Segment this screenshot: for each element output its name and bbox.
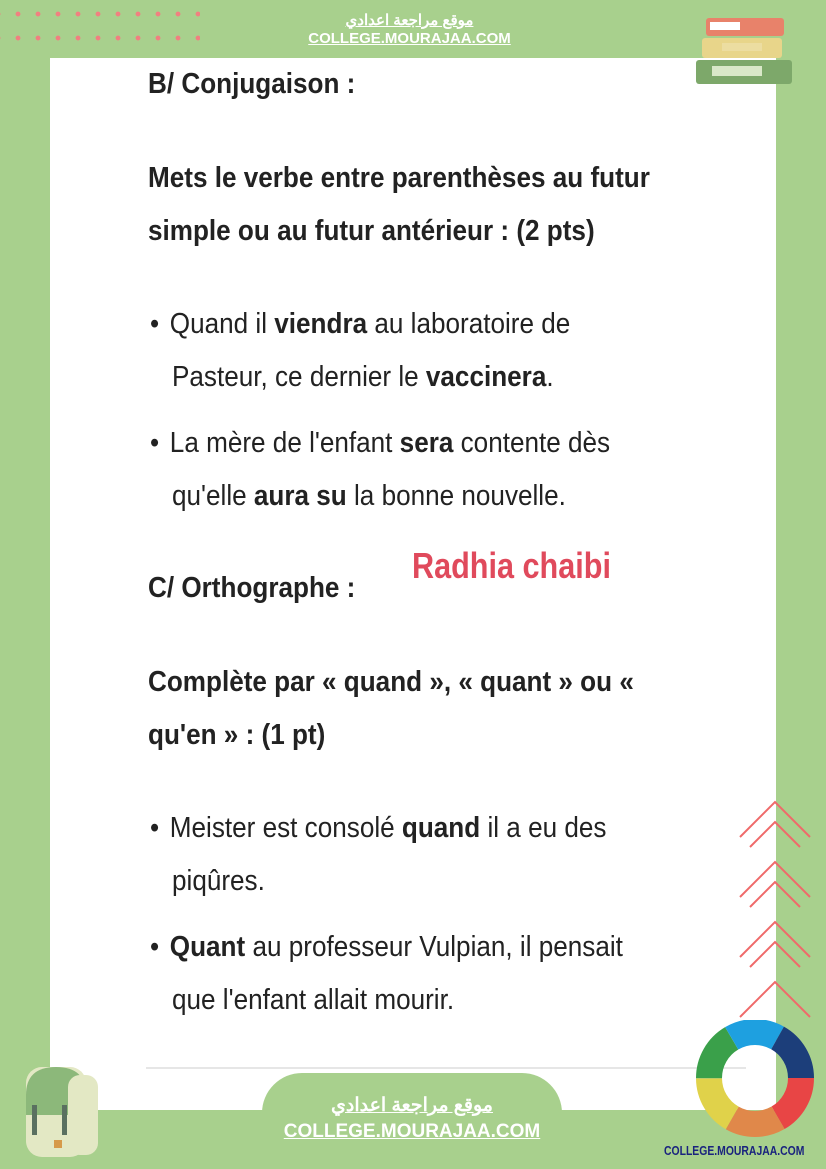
- answer: Quant: [169, 931, 246, 963]
- bullet: •: [150, 931, 160, 963]
- text: il a eu des: [480, 812, 607, 844]
- answer: aura su: [253, 480, 347, 512]
- list-item: [150, 931, 623, 964]
- text: Quand il: [169, 308, 275, 340]
- text: .: [546, 361, 554, 393]
- author-signature: Radhia chaibi: [412, 545, 611, 586]
- text: qu'elle: [172, 480, 254, 512]
- footer-banner: [262, 1073, 562, 1169]
- text: au professeur Vulpian, il pensait: [245, 931, 623, 963]
- backpack-icon: [12, 1055, 112, 1165]
- text: la bonne nouvelle.: [346, 480, 566, 512]
- logo-site-text: COLLEGE.MOURAJAA.COM: [664, 1143, 805, 1158]
- bullet: •: [150, 308, 160, 340]
- footer-site-link[interactable]: COLLEGE.MOURAJAA.COM: [283, 1121, 541, 1142]
- chevron-up-icon: [735, 912, 815, 972]
- header-banner: [262, 0, 557, 58]
- instruction-b-line1: Mets le verbe entre parenthèses au futur: [148, 162, 650, 194]
- bullet: •: [150, 812, 160, 844]
- text: au laboratoire de: [367, 308, 571, 340]
- text: La mère de l'enfant: [169, 427, 400, 459]
- list-item-cont: [172, 480, 566, 513]
- chevron-up-icon: [735, 852, 815, 912]
- text: Pasteur, ce dernier le: [172, 361, 426, 393]
- list-item: [150, 427, 610, 460]
- header-arabic: موقع مراجعة اعدادي: [345, 12, 474, 29]
- list-item: [150, 812, 606, 845]
- chevron-up-icon: [735, 792, 815, 852]
- instruction-c-line2: qu'en » : (1 pt): [148, 719, 326, 751]
- list-item-cont: piqûres.: [172, 865, 265, 897]
- list-item-cont: que l'enfant allait mourir.: [172, 984, 455, 1016]
- answer: viendra: [274, 308, 368, 340]
- footer-arabic: موقع مراجعة اعدادي: [331, 1095, 493, 1116]
- answer: sera: [399, 427, 454, 459]
- instruction-b-line2: simple ou au futur antérieur : (2 pts): [148, 215, 595, 247]
- decorative-dots: [0, 0, 200, 50]
- text: Meister est consolé: [169, 812, 402, 844]
- answer: quand: [401, 812, 481, 844]
- list-item-cont: [172, 361, 554, 394]
- section-b-title: B/ Conjugaison :: [148, 68, 356, 100]
- answer: vaccinera: [425, 361, 547, 393]
- school-subjects-logo: [695, 1020, 819, 1140]
- divider: [146, 1067, 746, 1069]
- bullet: •: [150, 427, 160, 459]
- list-item: [150, 308, 570, 341]
- text: contente dès: [453, 427, 611, 459]
- header-site-link[interactable]: COLLEGE.MOURAJAA.COM: [308, 30, 511, 47]
- books-icon: [692, 10, 802, 95]
- section-c-title: C/ Orthographe :: [148, 572, 356, 604]
- instruction-c-line1: Complète par « quand », « quant » ou «: [148, 666, 634, 698]
